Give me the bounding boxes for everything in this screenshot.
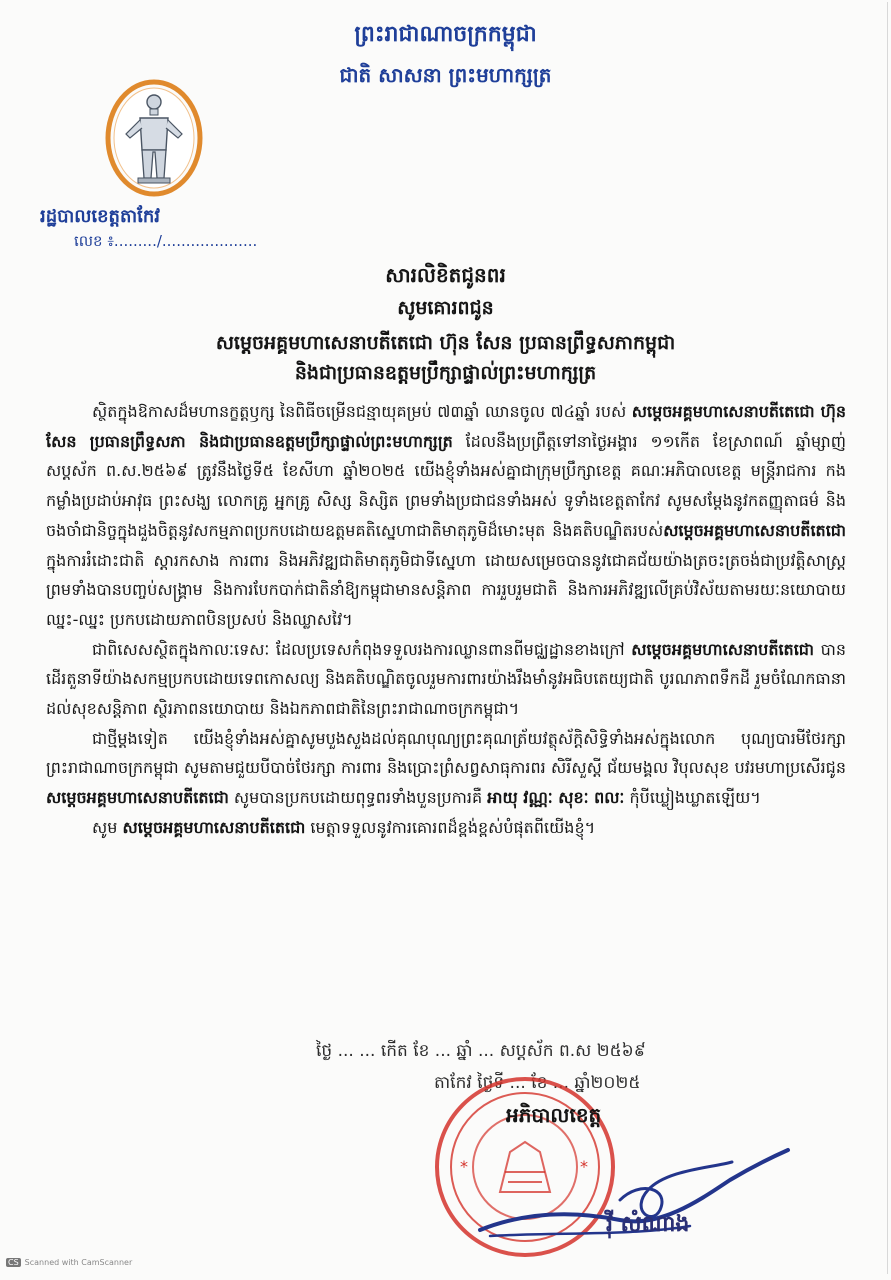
lunar-dateline: ថ្ងៃ ... ... កើត ខែ ... ឆ្នាំ ... សប្តស័ក ព.ស ២៥៦៩ <box>316 1041 646 1061</box>
svg-text:*: * <box>580 1157 588 1176</box>
body-paragraph-4: សូម សម្តេចអគ្គមហាសេនាបតីតេជោ មេត្តាទទួលនូវការគោរពដ៏ខ្ពង់ខ្ពស់បំផុតពីយើងខ្ញុំ។ <box>92 817 596 837</box>
governor-title: អភិបាលខេត្ត <box>506 1103 602 1127</box>
letter-body <box>46 397 846 843</box>
province-administration-label: រដ្ឋបាលខេត្តតាកែវ <box>40 206 160 227</box>
governor-name: វ៉ី សំណាង <box>606 1212 690 1237</box>
body-paragraph-2: ជាពិសេសស្ថិតក្នុងកាលៈទេសៈ ដែលប្រទេសកំពុងទទួលរងការឈ្លានពានពីមជ្ឈដ្ឋានខាងក្រៅ សម្តេចអគ្គមហាសេនាបតីតេជោ បានដើរតួនាទីយ៉ាងសកម្មប្រកបដោយទេពកោសល្យ និងគតិបណ្ឌិតចូលរួមការពារយ៉ាងរឹងមាំនូវអធិបតេយ្យជាតិ បូរណភាពទឹកដី រួមចំណែកធានាដល់សុខសន្តិភាព ស្ថិរភាពនយោបាយ និងឯកភាពជាតិនៃព្រះរាជាណាចក្រកម្ពុជា។ <box>46 639 846 719</box>
addressee-line-1: សម្តេចអគ្គមហាសេនាបតីតេជោ ហ៊ុន សែន ប្រធានព្រឹទ្ធសភាកម្ពុជា <box>215 332 676 354</box>
solar-dateline: តាកែវ ថ្ងៃទី ... ខែ ... ឆ្នាំ២០២៥ <box>434 1073 641 1093</box>
scanner-watermark: CS Scanned with CamScanner <box>8 1258 133 1267</box>
national-motto: ជាតិ សាសនា ព្រះមហាក្សត្រ <box>339 63 552 87</box>
body-paragraph-1: ស្ថិតក្នុងឱកាសដ៏មហានក្ខត្តឫក្ស នៃពិធីចម្រើនជន្មាយុគម្រប់ ៧៣ឆ្នាំ ឈានចូល ៧៤ឆ្នាំ របស់ សម្តេចអគ្គមហាសេនាបតីតេជោ ហ៊ុន សែន ប្រធានព្រឹទ្ធសភា និងជាប្រធានឧត្តមប្រឹក្សាផ្ទាល់ព្រះមហាក្សត្រ ដែលនឹងប្រព្រឹត្តទៅនាថ្ងៃអង្គារ ១១កើត ខែស្រាពណ៍ ឆ្នាំម្សាញ់ សប្តស័ក ព.ស.២៥៦៩ ត្រូវនឹងថ្ងៃទី៥ ខែសីហា ឆ្នាំ២០២៥ យើងខ្ញុំទាំងអស់គ្នាជាក្រុមប្រឹក្សាខេត្ត គណៈអភិបាលខេត្ត មន្ត្រីរាជការ កងកម្លាំងប្រដាប់អាវុធ ព្រះសង្ឃ លោកគ្រូ អ្នកគ្រូ សិស្ស និស្សិត ព្រមទាំងប្រជាជនទាំងអស់ ទូទាំងខេត្តតាកែវ សូមសម្តែងនូវកតញ្ញុតាធម៌ និងចងចាំជានិច្ចក្នុងដួងចិត្តនូវសកម្មភាពប្រកបដោយឧត្តមគតិស្នេហាជាតិមាតុភូមិដ៏មោះមុត និងគតិបណ្ឌិតរបស់សម្តេចអគ្គមហាសេនាបតីតេជោ ក្នុងការរំដោះជាតិ ស្តារកសាង ការពារ និងអភិវឌ្ឍជាតិមាតុភូមិជាទីស្នេហា ដោយសម្រេចបាននូវជោគជ័យយ៉ាងត្រចះត្រចង់ជាប្រវត្តិសាស្ត្រ ព្រមទាំងបានបញ្ចប់សង្គ្រាម និងការបែកបាក់ជាតិនាំឱ្យកម្ពុជាមានសន្តិភាព ការរួបរួមជាតិ និងការអភិវឌ្ឍលើគ្រប់វិស័យតាមរយៈនយោបាយឈ្នះ-ឈ្នះ ប្រកបដោយភាពបិនប្រសប់ និងឈ្លាសវៃ។ <box>46 402 847 629</box>
svg-text:*: * <box>460 1157 468 1176</box>
reference-number: លេខ ៖........./.................... <box>74 232 258 250</box>
kingdom-heading: ព្រះរាជាណាចក្រកម្ពុជា <box>354 22 537 47</box>
salutation: សូមគោរពជូន <box>397 297 494 319</box>
addressee <box>100 328 791 388</box>
document-title: សារលិខិតជូនពរ <box>385 263 506 287</box>
addressee-line-2: និងជាប្រធានឧត្តមប្រឹក្សាផ្ទាល់ព្រះមហាក្សត្រ <box>294 362 597 384</box>
provincial-emblem-icon <box>104 78 204 198</box>
body-paragraph-3: ជាថ្មីម្តងទៀត យើងខ្ញុំទាំងអស់គ្នាសូមបួងសួងដល់គុណបុណ្យព្រះគុណត្រ័យវត្ថុស័ក្តិសិទ្ធិទាំងអស់ក្នុងលោក បុណ្យបារមីថែរក្សាព្រះរាជាណាចក្រកម្ពុជា សូមតាមជួយបីបាច់ថែរក្សា ការពារ និងប្រោះព្រំសព្វសាធុការពរ សិរីសួស្តី ជ័យមង្គល វិបុលសុខ បវរមហាប្រសើរជូន សម្តេចអគ្គមហាសេនាបតីតេជោ សូមបានប្រកបដោយពុទ្ធពរទាំងបួនប្រការគឺ អាយុ វណ្ណៈ សុខៈ ពលៈ កុំបីឃ្លៀងឃ្លាតឡើយ។ <box>46 728 846 808</box>
scanner-badge: CS <box>8 1258 19 1267</box>
